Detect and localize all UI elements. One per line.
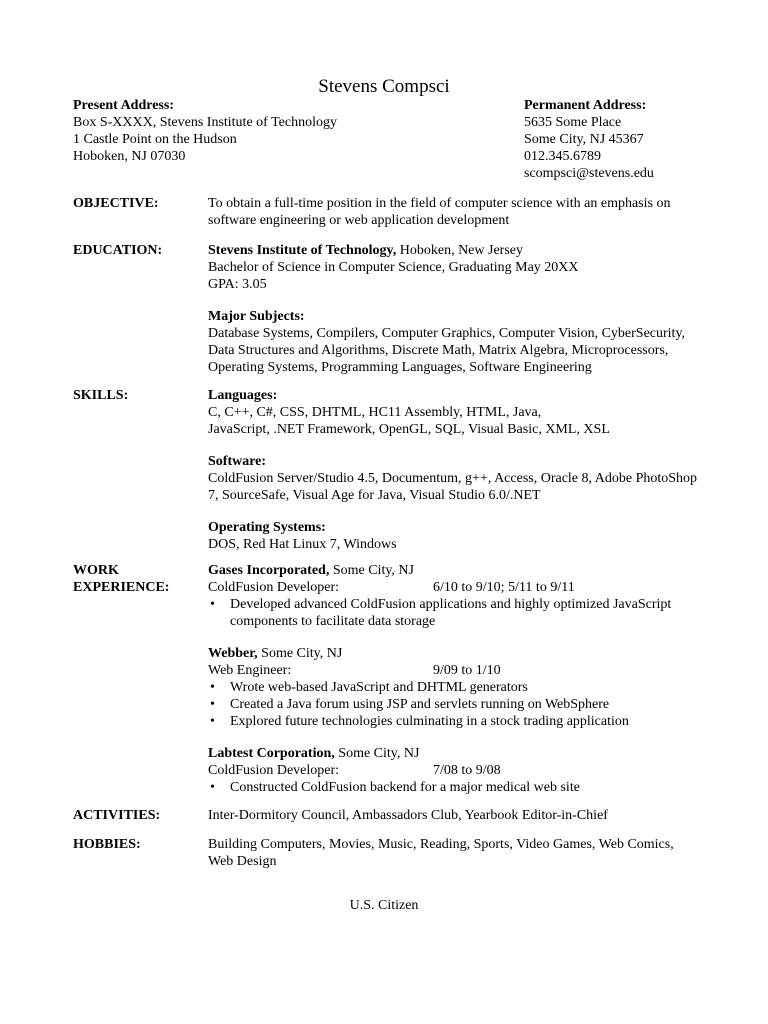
present-address-line: Hoboken, NJ 07030 (73, 149, 186, 164)
company-name: Gases Incorporated, (208, 563, 330, 578)
work-label-line: WORK (73, 563, 119, 578)
software-line: 7, SourceSafe, Visual Age for Java, Visual Studio 6.0/.NET (208, 488, 541, 503)
list-item (208, 713, 688, 730)
job-dates: 7/08 to 9/08 (433, 763, 501, 778)
job-title: ColdFusion Developer: (208, 763, 340, 778)
operating-systems-line: DOS, Red Hat Linux 7, Windows (208, 537, 397, 552)
school-location: Hoboken, New Jersey (396, 243, 523, 258)
software-heading: Software: (208, 454, 267, 469)
skills-label: SKILLS: (73, 388, 129, 403)
present-address-line: 1 Castle Point on the Hudson (73, 132, 237, 147)
present-address-block (73, 97, 337, 165)
operating-systems-heading: Operating Systems: (208, 520, 326, 535)
permanent-address-block (524, 97, 654, 182)
languages-heading: Languages: (208, 388, 278, 403)
hobbies-line: Building Computers, Movies, Music, Reading, Sports, Video Games, Web Comics, (208, 837, 674, 852)
subjects-line: Data Structures and Algorithms, Discrete Math, Matrix Algebra, Microprocessors, (208, 343, 669, 358)
languages-line: JavaScript, .NET Framework, OpenGL, SQL, Visual Basic, XML, XSL (208, 422, 610, 437)
activities-text: Inter-Dormitory Council, Ambassadors Club, Yearbook Editor-in-Chief (208, 808, 608, 823)
subjects-line: Database Systems, Compilers, Computer Graphics, Computer Vision, CyberSecurity, (208, 326, 686, 341)
job-entry (208, 645, 688, 730)
bullet-icon: • (210, 714, 215, 729)
software-line: ColdFusion Server/Studio 4.5, Documentum, g++, Access, Oracle 8, Adobe PhotoShop (208, 471, 698, 486)
company-location: Some City, NJ (334, 746, 420, 761)
job-title: Web Engineer: (208, 663, 292, 678)
bullet-text: Developed advanced ColdFusion applications and highly optimized JavaScript (230, 597, 672, 612)
present-address-line: Box S-XXXX, Stevens Institute of Technology (73, 115, 337, 130)
objective-label: OBJECTIVE: (73, 196, 159, 211)
list-item (208, 679, 688, 696)
permanent-address-line: Some City, NJ 45367 (524, 132, 644, 147)
company-name: Webber, (208, 646, 258, 661)
phone-number: 012.345.6789 (524, 149, 601, 164)
list-item (208, 779, 688, 796)
present-address-heading: Present Address: (73, 98, 174, 113)
school-name: Stevens Institute of Technology, (208, 243, 397, 258)
bullet-icon: • (210, 597, 215, 612)
bullet-icon: • (210, 780, 215, 795)
list-item (208, 596, 688, 630)
bullet-icon: • (210, 697, 215, 712)
hobbies-label: HOBBIES: (73, 837, 141, 852)
job-entry (208, 745, 688, 796)
education-label: EDUCATION: (73, 243, 163, 258)
company-name: Labtest Corporation, (208, 746, 335, 761)
activities-label: ACTIVITIES: (73, 808, 161, 823)
major-subjects-heading: Major Subjects: (208, 309, 305, 324)
work-label-line: EXPERIENCE: (73, 580, 170, 595)
bullet-text: Constructed ColdFusion backend for a major medical web site (230, 780, 580, 795)
subjects-line: Operating Systems, Programming Languages, Software Engineering (208, 360, 592, 375)
email-address: scompsci@stevens.edu (524, 166, 654, 181)
gpa: GPA: 3.05 (208, 277, 267, 292)
bullet-icon: • (210, 680, 215, 695)
bullet-text: components to facilitate data storage (230, 614, 436, 629)
objective-line: software engineering or web application development (208, 213, 510, 228)
citizenship-note: U.S. Citizen (349, 898, 419, 913)
work-experience-label (73, 562, 169, 596)
bullet-text: Created a Java forum using JSP and servlets running on WebSphere (230, 697, 610, 712)
company-location: Some City, NJ (329, 563, 414, 578)
permanent-address-heading: Permanent Address: (524, 98, 647, 113)
objective-line: To obtain a full-time position in the field of computer science with an emphasis on (208, 196, 671, 211)
permanent-address-line: 5635 Some Place (524, 115, 622, 130)
job-entry (208, 562, 688, 630)
languages-line: C, C++, C#, CSS, DHTML, HC11 Assembly, HTML, Java, (208, 405, 542, 420)
job-dates: 9/09 to 1/10 (433, 663, 501, 678)
job-title: ColdFusion Developer: (208, 580, 340, 595)
job-dates: 6/10 to 9/10; 5/11 to 9/11 (433, 580, 575, 595)
degree: Bachelor of Science in Computer Science, Graduating May 20XX (208, 260, 579, 275)
candidate-name: Stevens Compsci (318, 76, 450, 97)
hobbies-line: Web Design (208, 854, 277, 869)
bullet-text: Wrote web-based JavaScript and DHTML generators (230, 680, 528, 695)
company-location: Some City, NJ (257, 646, 343, 661)
list-item (208, 696, 688, 713)
bullet-text: Explored future technologies culminating in a stock trading application (230, 714, 629, 729)
